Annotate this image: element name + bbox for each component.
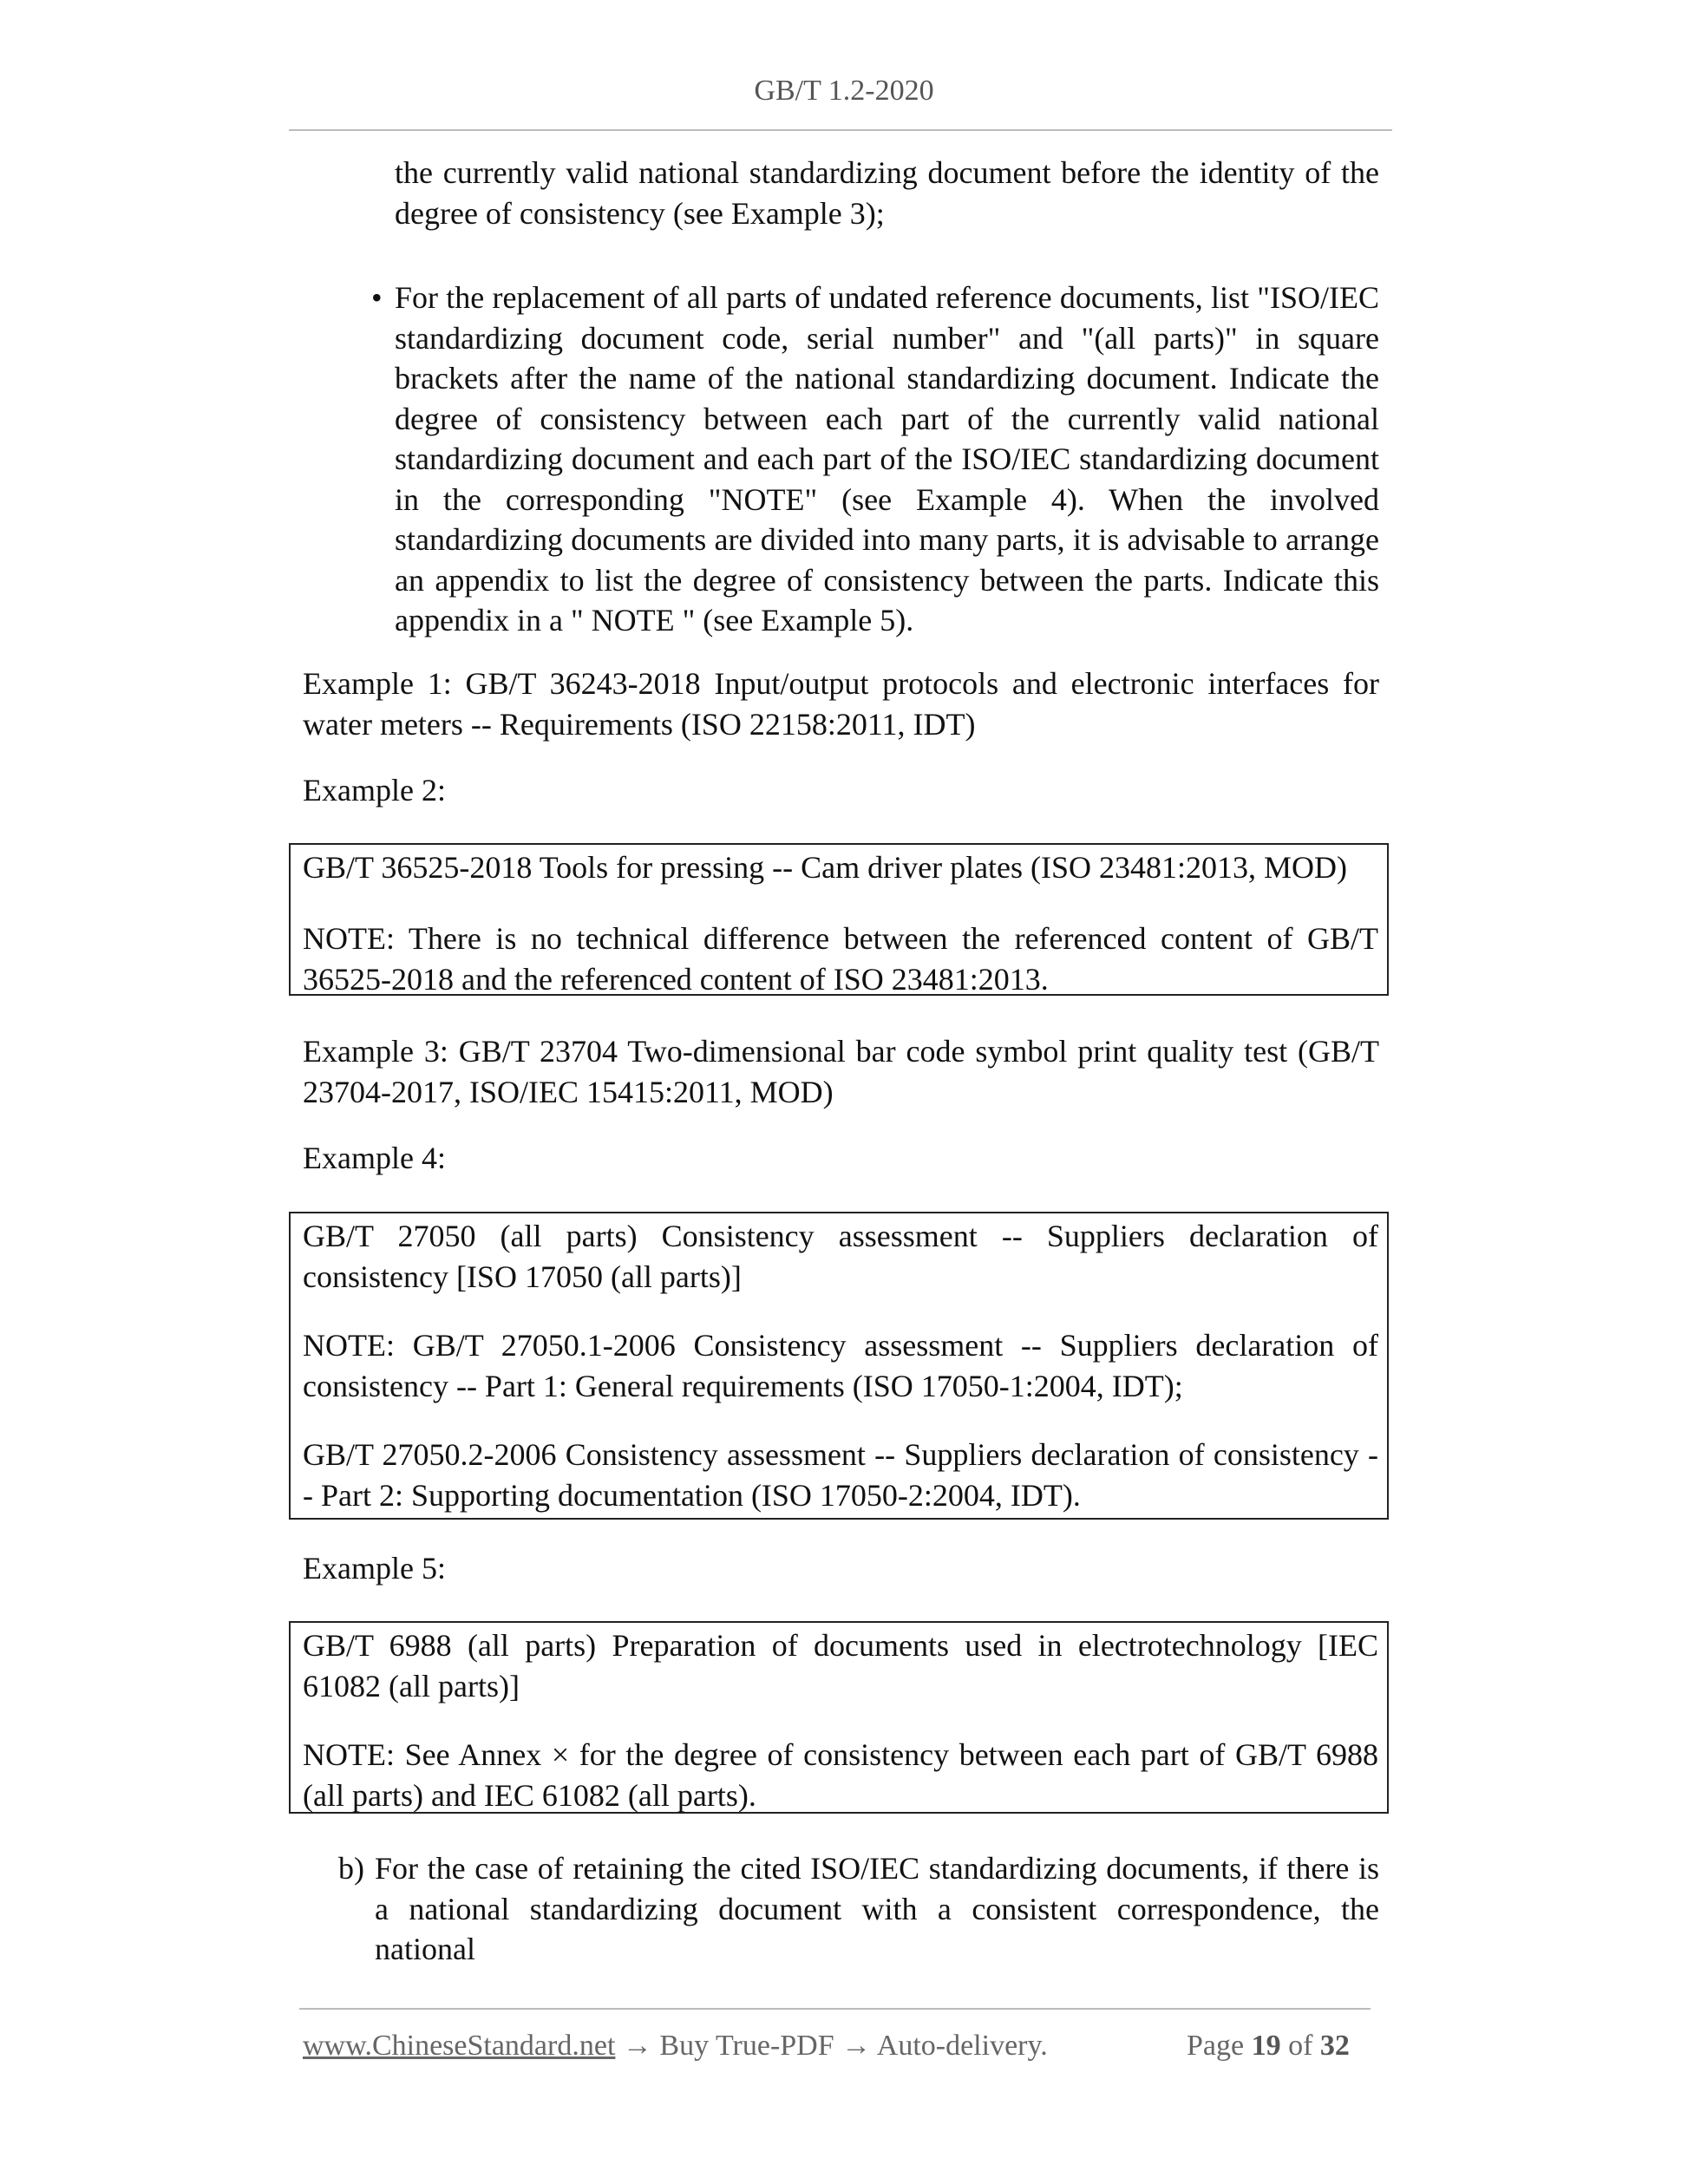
example-5-note: NOTE: See Annex × for the degree of consistency between each part of GB/T 6988 (all parts) and IEC 61082 (all parts).	[303, 1737, 1378, 1813]
header-title: GB/T 1.2-2020	[754, 75, 934, 107]
footer-divider	[299, 2008, 1371, 2010]
arrow-right-icon: →	[841, 2030, 872, 2062]
example-4-note-2: GB/T 27050.2-2006 Consistency assessment -- Suppliers declaration of consistency -- Part 2: Supporting documentation (ISO 17050-2:2004, IDT).	[303, 1437, 1378, 1513]
example-2-entry: GB/T 36525-2018 Tools for pressing -- Cam driver plates (ISO 23481:2013, MOD)	[303, 850, 1348, 885]
continuation-paragraph: the currently valid national standardizing document before the identity of the degree of consistency (see Example 3);	[395, 155, 1379, 231]
example-2-box	[289, 843, 1389, 996]
arrow-right-icon: →	[622, 2030, 652, 2062]
example-2-label: Example 2:	[303, 773, 446, 808]
buy-pdf-link[interactable]: Buy True-PDF	[659, 2030, 834, 2062]
page-total: 32	[1319, 2030, 1350, 2062]
footer-links	[303, 2030, 1048, 2063]
example-5-box	[289, 1621, 1389, 1814]
of-word: of	[1288, 2030, 1313, 2062]
header-divider	[289, 129, 1392, 131]
bullet-paragraph: For the replacement of all parts of undated reference documents, list "ISO/IEC standardizing document code, serial number" and "(all parts)" in square brackets after the name of the national standardizing document. Indicate the degree of consistency between each part of the currently valid national standardizing document and each part of the ISO/IEC standardizing document in the corresponding "NOTE" (see Example 4). When the involved standardizing documents are divided into many parts, it is advisable to arrange an appendix to list the degree of consistency between the parts. Indicate this appendix in a " NOTE " (see Example 5).	[395, 280, 1379, 638]
page-current: 19	[1251, 2030, 1281, 2062]
auto-delivery-text: Auto-delivery.	[876, 2030, 1048, 2062]
example-4-box	[289, 1212, 1389, 1520]
example-4-label: Example 4:	[303, 1141, 446, 1175]
item-b-label: b)	[338, 1851, 364, 1886]
item-b-paragraph: For the case of retaining the cited ISO/IEC standardizing documents, if there is a national standardizing document with a consistent correspondence, the national	[375, 1851, 1379, 1966]
example-5-label: Example 5:	[303, 1551, 446, 1586]
bullet-icon: •	[371, 280, 383, 315]
page-word: Page	[1187, 2030, 1245, 2062]
example-5-entry: GB/T 6988 (all parts) Preparation of documents used in electrotechnology [IEC 61082 (all parts)]	[303, 1628, 1378, 1703]
example-2-note: NOTE: There is no technical difference between the referenced content of GB/T 36525-2018 and the referenced content of ISO 23481:2013.	[303, 921, 1378, 997]
page-indicator	[1187, 2030, 1350, 2063]
example-4-note-1: NOTE: GB/T 27050.1-2006 Consistency assessment -- Suppliers declaration of consistency -- Part 1: General requirements (ISO 17050-1:2004, IDT);	[303, 1328, 1378, 1403]
example-4-entry: GB/T 27050 (all parts) Consistency assessment -- Suppliers declaration of consistency [ISO 17050 (all parts)]	[303, 1219, 1378, 1294]
website-link[interactable]: www.ChineseStandard.net	[303, 2030, 616, 2062]
example-1: Example 1: GB/T 36243-2018 Input/output protocols and electronic interfaces for water meters -- Requirements (ISO 22158:2011, IDT)	[303, 666, 1379, 742]
example-3: Example 3: GB/T 23704 Two-dimensional bar code symbol print quality test (GB/T 23704-2017, ISO/IEC 15415:2011, MOD)	[303, 1034, 1379, 1109]
